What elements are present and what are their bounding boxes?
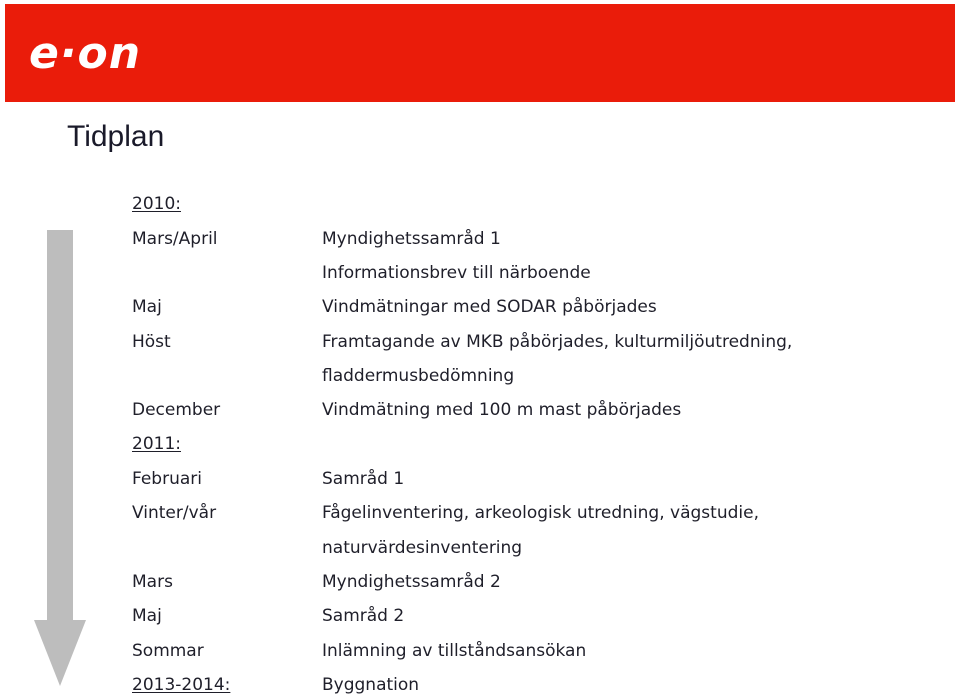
timeline-arrow-icon <box>34 230 88 688</box>
timeline-event: Fågelinventering, arkeologisk utredning, vägstudie, <box>322 503 759 523</box>
timeline-event: Byggnation <box>322 675 420 695</box>
year-heading: 2010: <box>132 194 181 214</box>
timeline-period: Höst <box>132 332 171 352</box>
year-heading: 2011: <box>132 434 181 454</box>
timeline-event: Samråd 1 <box>322 469 405 489</box>
timeline-event: Framtagande av MKB påbörjades, kulturmiljöutredning, <box>322 332 793 352</box>
timeline-period: Februari <box>132 469 202 489</box>
timeline-event: Vindmätning med 100 m mast påbörjades <box>322 400 682 420</box>
header-banner <box>5 4 955 102</box>
page-title: Tidplan <box>67 120 165 153</box>
year-heading: 2013-2014: <box>132 675 231 695</box>
timeline-event: Samråd 2 <box>322 606 405 626</box>
timeline-event: fladdermusbedömning <box>322 366 515 386</box>
eon-logo: e·on <box>29 28 142 79</box>
timeline-event: naturvärdesinventering <box>322 538 523 558</box>
timeline-event: Myndighetssamråd 1 <box>322 229 501 249</box>
timeline-period: Maj <box>132 297 162 317</box>
timeline-event: Inlämning av tillståndsansökan <box>322 641 587 661</box>
timeline-period: Mars <box>132 572 173 592</box>
timeline-event: Informationsbrev till närboende <box>322 263 591 283</box>
timeline-period: Sommar <box>132 641 204 661</box>
timeline-period: Vinter/vår <box>132 503 217 523</box>
timeline-period: Mars/April <box>132 229 218 249</box>
timeline-period: Maj <box>132 606 162 626</box>
timeline-event: Vindmätningar med SODAR påbörjades <box>322 297 657 317</box>
timeline-event: Myndighetssamråd 2 <box>322 572 501 592</box>
timeline-period: December <box>132 400 221 420</box>
